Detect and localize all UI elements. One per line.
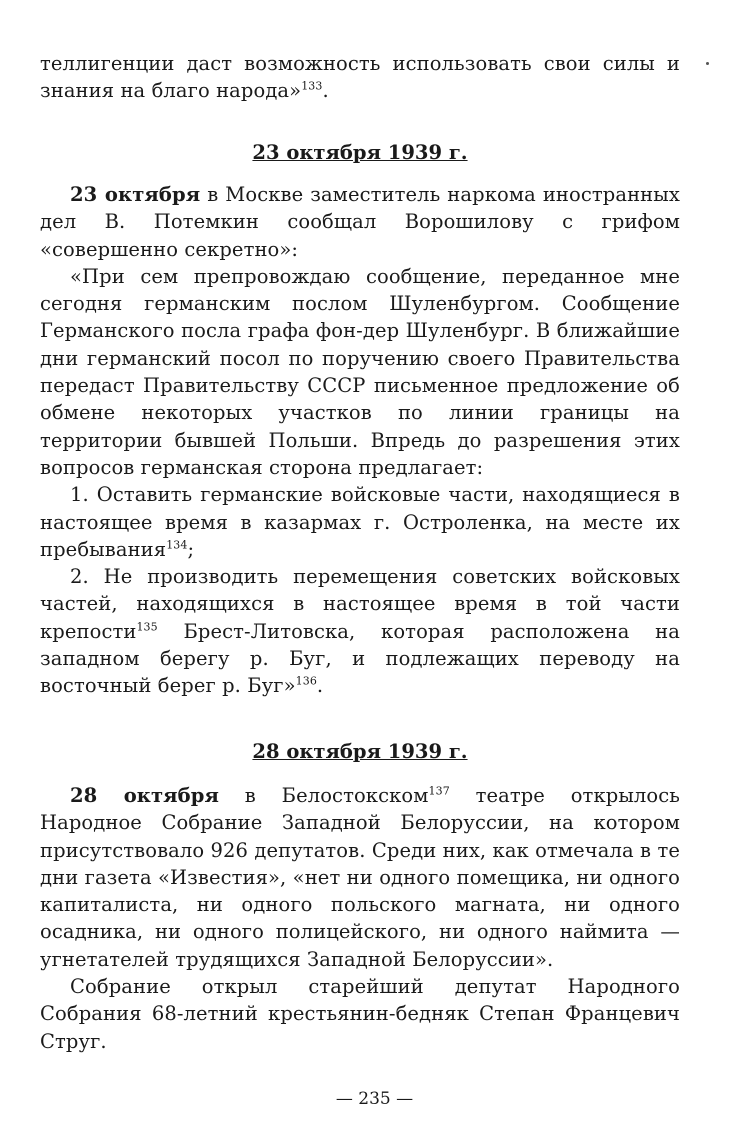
page-number: — 235 — [335, 1089, 414, 1109]
date-bold: 23 октября [70, 183, 201, 206]
section-heading-1: 23 октября 1939 г. [252, 141, 468, 164]
list-item-2: 2. Не производить перемещения советских войсковых частей, находящихся в настоящее время в той части крепости$^{135}$ Брест-Литовска, которая расположена на западном берегу р. Буг, и подлежащих переводу на восточный берег р. Буг»$^{136}$. [40, 565, 680, 698]
footnote-ref: 133 [301, 79, 323, 93]
section-1-body [40, 181, 680, 700]
paragraph: Собрание открыл старейший депутат Народного Собрания 68-летний крестьянин-бедняк Степан Францевич Струг. [40, 975, 680, 1053]
section-heading-2: 28 октября 1939 г. [252, 740, 468, 763]
footnote-ref: 134 [166, 538, 188, 552]
paragraph: 28 октября в Белостокском$^{137}$ театре открылось Народное Собрание Западной Белоруссии, на котором присутствовало 926 депутатов. Среди них, как отмечала в те дни газета «Известия», «нет ни одного помещика, ни одного капиталиста, ни одного польского магната, ни одного осадника, ни одного полицейского, ни одного наймита — угнетателей трудящихся Западной Белоруссии». [40, 784, 681, 971]
quote-paragraph: «При сем препровождаю сообщение, переданное мне сегодня германским послом Шуленбургом. Сообщение Германского посла графа фон-дер Шуленбург. В ближайшие дни германский посол по поручению своего Правительства передаст Правительству СССР письменное предложение об обмене некоторых участков по линии границы на территории бывшей Польши. Впредь до разрешения этих вопросов германская сторона предлагает: [40, 264, 680, 479]
footnote-ref: 136 [295, 674, 317, 688]
intro-text: теллигенции даст возможность использовать свои силы и знания на благо народа»$^{133}$. [40, 52, 680, 103]
section-2-body [40, 782, 680, 1055]
date-bold: 28 октября [70, 784, 220, 807]
scan-speck [706, 62, 709, 65]
paragraph: 23 октября в Москве заместитель наркома иностранных дел В. Потемкин сообщал Ворошилову с грифом «совершенно секретно»: [40, 183, 680, 261]
intro-paragraph [40, 50, 680, 105]
list-item-1: 1. Оставить германские войсковые части, находящиеся в настоящее время в казармах г. Остроленка, на месте их пребывания$^{134}$; [40, 483, 680, 561]
footnote-ref: 135 [136, 620, 158, 634]
footnote-ref: 137 [428, 784, 450, 798]
